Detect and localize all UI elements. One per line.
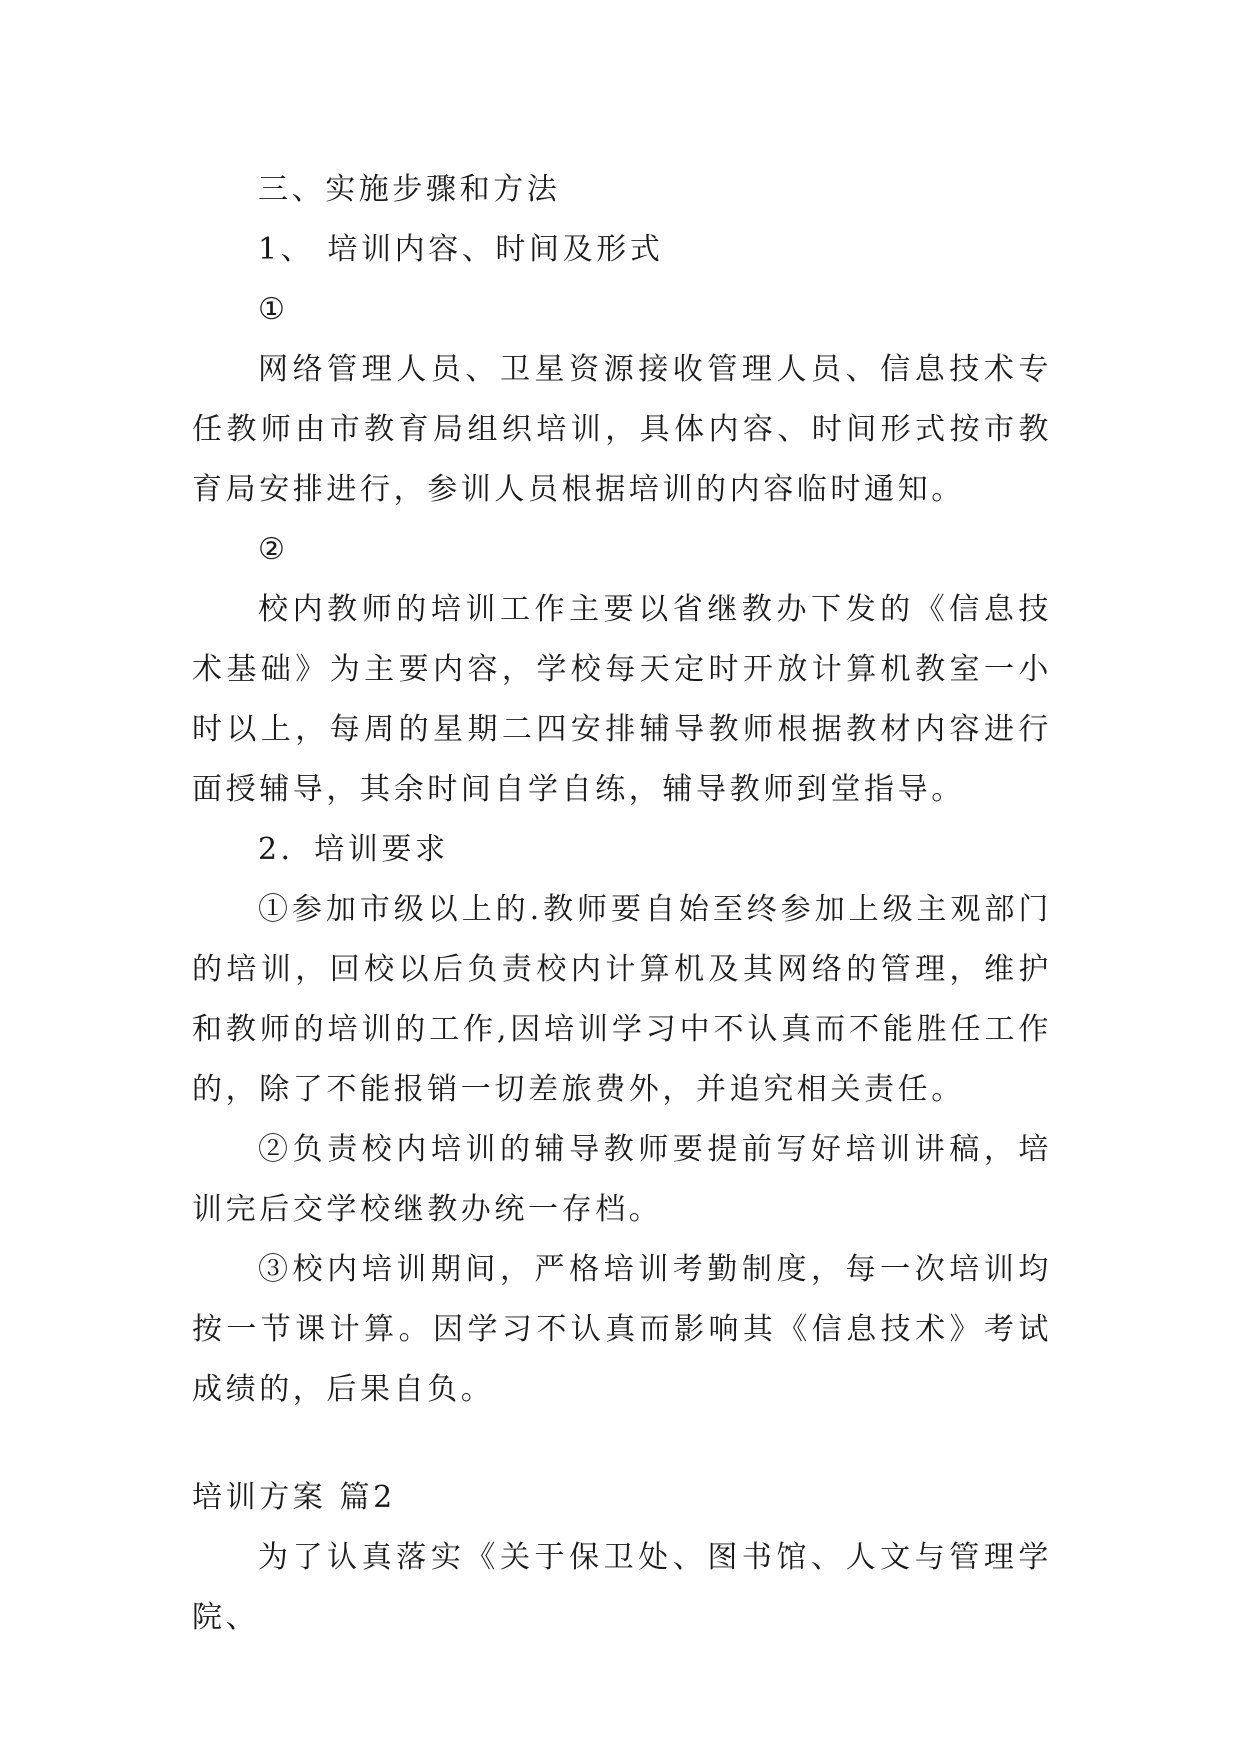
paragraph-plan-2-intro: 为了认真落实《关于保卫处、图书馆、人文与管理学院、 <box>192 1540 1052 1635</box>
item-marker-2: ② <box>258 532 289 567</box>
section-heading-plan-2: 培训方案 篇2 <box>192 1480 396 1515</box>
paragraph-school-teacher-training: 校内教师的培训工作主要以省继教办下发的《信息技术基础》为主要内容，学校每天定时开放计算机教室一小时以上，每周的星期二四安排辅导教师根据教材内容进行面授辅导，其余时间自学自练，辅导教师到堂指导。 <box>192 592 1052 807</box>
heading-implementation-steps: 三、实施步骤和方法 <box>258 172 561 207</box>
subheading-training-requirements: 2．培训要求 <box>258 832 449 867</box>
document-body <box>192 160 1052 1648</box>
paragraph-network-staff-training: 网络管理人员、卫星资源接收管理人员、信息技术专任教师由市教育局组织培训，具体内容、时间形式按市教育局安排进行，参训人员根据培训的内容临时通知。 <box>192 352 1052 507</box>
paragraph-requirement-1: ①参加市级以上的.教师要自始至终参加上级主观部门的培训，回校以后负责校内计算机及其网络的管理，维护和教师的培训的工作,因培训学习中不认真而不能胜任工作的，除了不能报销一切差旅费外，并追究相关责任。 <box>192 892 1052 1107</box>
subheading-training-content: 1、 培训内容、时间及形式 <box>258 232 664 267</box>
paragraph-requirement-2: ②负责校内培训的辅导教师要提前写好培训讲稿，培训完后交学校继教办统一存档。 <box>192 1132 1052 1227</box>
section-gap <box>192 1420 1052 1468</box>
paragraph-requirement-3: ③校内培训期间，严格培训考勤制度，每一次培训均按一节课计算。因学习不认真而影响其《信息技术》考试成绩的，后果自负。 <box>192 1252 1052 1407</box>
item-marker-1: ① <box>258 292 289 327</box>
